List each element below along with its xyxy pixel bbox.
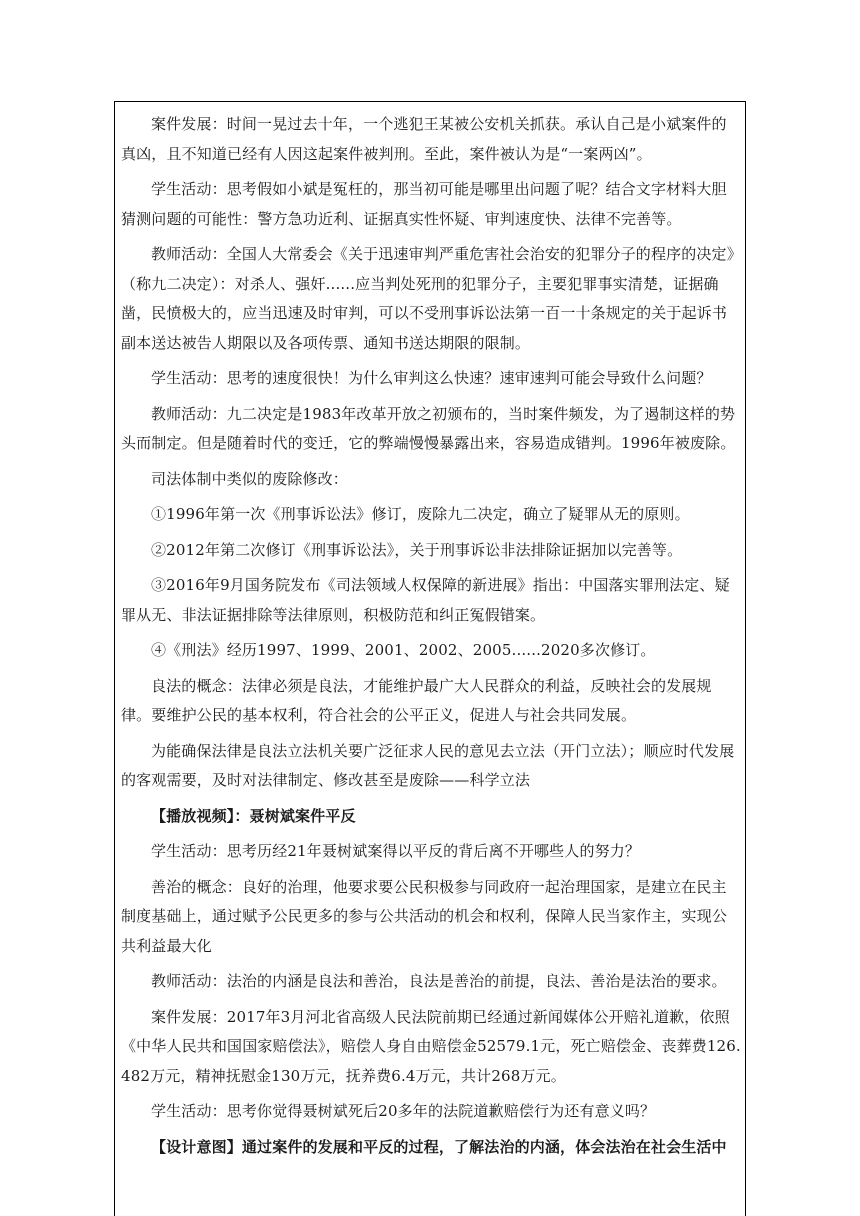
- paragraph-revision-1: ①1996年第一次《刑事诉讼法》修订，废除九二决定，确立了疑罪从无的原则。: [151, 505, 690, 523]
- paragraph-revision-3: ③2016年9月国务院发布《司法领域人权保障的新进展》指出：中国落实罪刑法定、疑罪从无、非法证据排除等法律原则，积极防范和纠正冤假错案。: [121, 576, 730, 624]
- paragraph-good-law-concept: 良法的概念：法律必须是良法，才能维护最广大人民群众的利益，反映社会的发展规律。要维护公民的基本权利，符合社会的公平正义，促进人与社会共同发展。: [121, 676, 712, 724]
- paragraph-design-intent: 【设计意图】通过案件的发展和平反的过程，了解法治的内涵，体会法治在社会生活中: [151, 1137, 727, 1156]
- paragraph-judicial-revisions-heading: 司法体制中类似的废除修改：: [151, 469, 348, 488]
- paragraph-teacher-activity-3: 教师活动：法治的内涵是良法和善治，良法是善治的前提，良法、善治是法治的要求。: [151, 972, 727, 990]
- paragraph-student-activity-2: 学生活动：思考的速度很快！为什么审判这么快速？速审速判可能会导致什么问题？: [151, 369, 712, 387]
- paragraph-teacher-activity-1: 教师活动：全国人大常委会《关于迅速审判严重危害社会治安的犯罪分子的程序的决定》（称九二决定）：对杀人、强奸......应当判处死刑的犯罪分子，主要犯罪事实清楚，证据确凿，民愤极大的，应当迅速及时审判，可以不受刑事诉讼法第一百一十条规定的关于起诉书副本送达被告人期限以及各项传票、通知书送达期限的限制。: [121, 245, 735, 352]
- paragraph-teacher-activity-2: 教师活动：九二决定是1983年改革开放之初颁布的，当时案件频发，为了遏制这样的势头而制定。但是随着时代的变迁，它的弊端慢慢暴露出来，容易造成错判。1996年被废除。: [121, 404, 736, 452]
- paragraph-student-activity-4: 学生活动：思考你觉得聂树斌死后20多年的法院道歉赔偿行为还有意义吗？: [151, 1102, 656, 1120]
- paragraph-student-activity-1: 学生活动：思考假如小斌是冤枉的，那当初可能是哪里出问题了呢？结合文字材料大胆猜测问题的可能性：警方急功近利、证据真实性怀疑、审判速度快、法律不完善等。: [121, 180, 727, 228]
- paragraph-scientific-legislation: 为能确保法律是良法立法机关要广泛征求人民的意见去立法（开门立法）；顺应时代发展的客观需要，及时对法律制定、修改甚至是废除——科学立法: [121, 741, 735, 789]
- paragraph-revision-2: ②2012年第二次修订《刑事诉讼法》，关于刑事诉讼非法排除证据加以完善等。: [151, 540, 683, 559]
- paragraph-play-video: 【播放视频】：聂树斌案件平反: [151, 806, 356, 825]
- paragraph-case-development-1: 案件发展：时间一晃过去十年，一个逃犯王某被公安机关抓获。承认自己是小斌案件的真凶，且不知道已经有人因这起案件被判刑。至此，案件被认为是“一案两凶”。: [121, 115, 727, 163]
- paragraph-good-governance-concept: 善治的概念：良好的治理，他要求要公民积极参与同政府一起治理国家，是建立在民主制度基础上，通过赋予公民更多的参与公共活动的机会和权利，保障人民当家作主，实现公共利益最大化: [121, 877, 728, 955]
- paragraph-student-activity-3: 学生活动：思考历经21年聂树斌案得以平反的背后离不开哪些人的努力？: [151, 842, 641, 860]
- lesson-content: [121, 110, 741, 1168]
- paragraph-case-development-2: 案件发展：2017年3月河北省高级人民法院前期已经通过新闻媒体公开赔礼道歉，依照《中华人民共和国国家赔偿法》，赔偿人身自由赔偿金52579.1元，死亡赔偿金、丧葬费126.482万元，精神抚慰金130万元，抚养费6.4万元，共计268万元。: [121, 1007, 741, 1085]
- paragraph-revision-4: ④《刑法》经历1997、1999、2001、2002、2005......2020多次修订。: [151, 641, 656, 659]
